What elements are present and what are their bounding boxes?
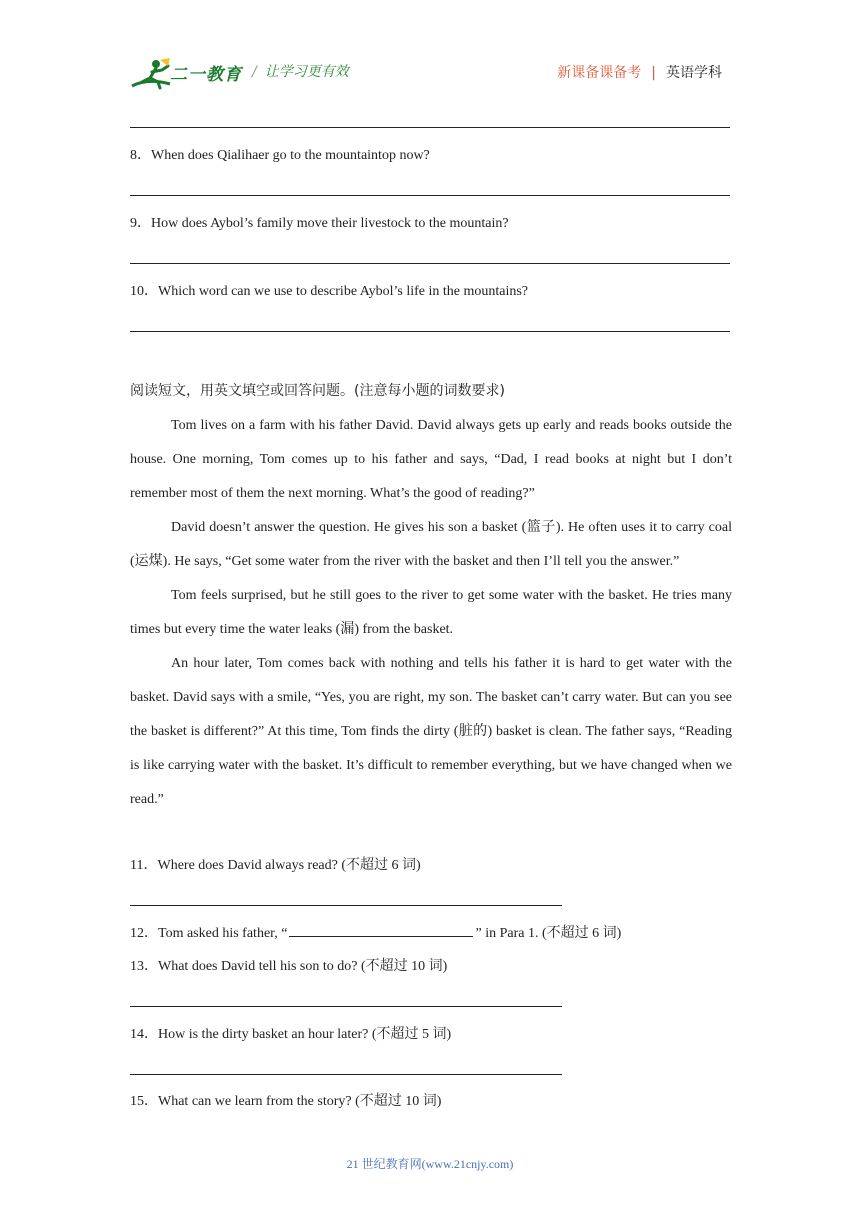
header-tags	[557, 62, 722, 82]
header-tag-exam: 新课备课备考	[557, 65, 642, 81]
slogan: / 让学习更有效	[252, 64, 349, 80]
answer-line-14[interactable]	[130, 1074, 562, 1075]
page-footer: 21 世纪教育网(www.21cnjy.com)	[346, 1157, 514, 1171]
question-14: 14．How is the dirty basket an hour later? (不超过 5 词)	[130, 1027, 452, 1042]
page-header	[0, 0, 860, 100]
answer-line-7[interactable]	[130, 127, 730, 128]
question-15: 15．What can we learn from the story? (不超过 10 词)	[130, 1094, 442, 1109]
answer-blank-12[interactable]	[289, 924, 473, 937]
passage-paragraph-1: Tom lives on a farm with his father David. David always gets up early and reads books outside the house. One morning, Tom comes up to his father and says, “Dad, I read books at night but I don’t remember most of them the next morning. What’s the good of reading?”	[130, 418, 732, 501]
reading-passage	[130, 409, 732, 817]
answer-line-11[interactable]	[130, 905, 562, 906]
question-12-start: 12．Tom asked his father, “	[130, 926, 288, 941]
passage-paragraph-2: David doesn’t answer the question. He gives his son a basket (篮子). He often uses it to carry coal (运煤). He says, “Get some water from the river with the basket and then I’ll tell you the answer.”	[130, 520, 732, 569]
question-10: 10．Which word can we use to describe Aybol’s life in the mountains?	[130, 284, 529, 299]
question-8: 8．When does Qialihaer go to the mountaintop now?	[130, 148, 430, 163]
header-separator: |	[651, 65, 656, 81]
answer-line-10[interactable]	[130, 331, 730, 332]
header-tag-subject: 英语学科	[666, 65, 722, 81]
passage-paragraph-4: An hour later, Tom comes back with nothing and tells his father it is hard to get water with the basket. David says with a smile, “Yes, you are right, my son. The basket can’t carry water. But can you see the basket is different?” At this time, Tom finds the dirty (脏的) basket is clean. The father says, “Reading is like carrying water with the basket. It’s difficult to remember everything, but we have changed when we read.”	[130, 656, 732, 807]
question-12-end: ” in Para 1. (不超过 6 词)	[475, 926, 622, 941]
answer-line-8[interactable]	[130, 195, 730, 196]
question-12	[130, 924, 621, 943]
passage-paragraph-3: Tom feels surprised, but he still goes to the river to get some water with the basket. He tries many times but every time the water leaks (漏) from the basket.	[130, 588, 732, 637]
question-11: 11．Where does David always read? (不超过 6 词)	[130, 858, 421, 873]
question-13: 13．What does David tell his son to do? (不超过 10 词)	[130, 959, 448, 974]
answer-line-13[interactable]	[130, 1006, 562, 1007]
slogan-text: 让学习更有效	[264, 64, 349, 80]
question-9: 9．How does Aybol’s family move their livestock to the mountain?	[130, 216, 509, 231]
section-instruction: 阅读短文，用英文填空或回答问题。(注意每小题的词数要求)	[130, 383, 505, 399]
brand-name: 二一教育	[170, 65, 242, 85]
answer-line-9[interactable]	[130, 263, 730, 264]
